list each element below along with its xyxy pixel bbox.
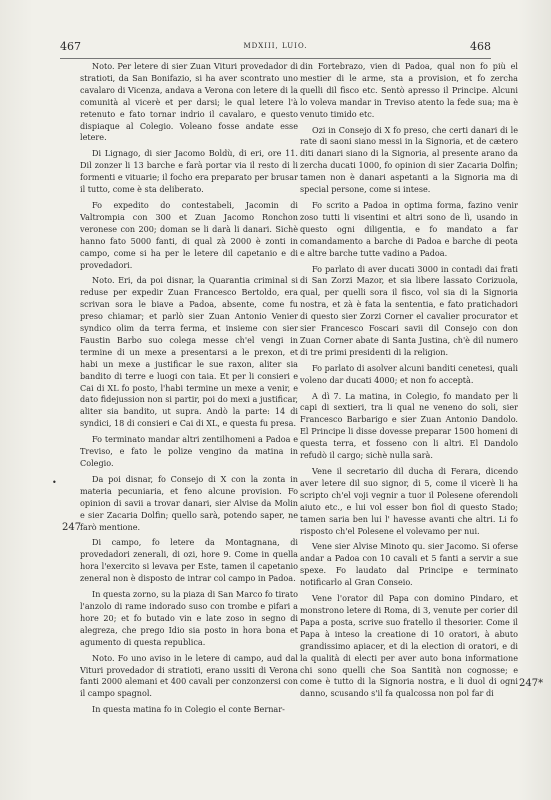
paragraph: Da poi disnar, fo Consejo di X con la zonta in materia pecuniaria, et feno alcune provision. Fo opinion di savii a trovar danari, sier Alvise da Molin e sier Zacaria Dolfin; quello sarà, potendo saper, ne farò mentione. <box>80 473 298 532</box>
paragraph: Fo expedito do contestabeli, Jacomin di Valtrompia con 300 et Zuan Jacomo Ronchon veronese con 200; doman se li darà li danari. Sichè hanno fato 5000 fanti, di qual zà 2000 è zonti in campo, come si ha per le letere dil capetanio e di provedadori. <box>80 199 298 270</box>
paragraph: Noto. Fo uno aviso in le letere di campo, aud dal Vituri provedador di stratioti, erano ussiti di Verona fanti 2000 alemani et 400 cavali per conzonzersi con il campo spagnol. <box>80 652 298 699</box>
paragraph: Fo scrito a Padoa in optima forma, fazino venir zoso tutti li visentini et altri sono de lì, usando in questo ogni diligentia, e fo mandato a far comandamento a barche di Padoa e barche di peota e altre barche tutte vadino a Padoa. <box>300 199 518 258</box>
paragraph: In questa matina fo in Colegio el conte Bernar- <box>92 704 285 715</box>
paragraph: In questa zorno, su la piaza di San Marco fo tirato l'anzolo di rame indorado suso con trombe e pifari a hore 20; et fo butado vin e late zoso in segno di alegreza, che prego Idio sia posto in hora bona et agumento di questa republica. <box>80 589 298 647</box>
paragraph: Noto. Eri, da poi disnar, la Quarantia criminal si reduse per expedir Zuan Francesco Bertoldo, era scrivan sora le biave a Padoa, absente, come fu preso chiamar; et parlò sier Zuan Antonio Venier syndico olim da terra ferma, et insieme con sier Faustin Barbo suo colega messe ch'el vengi in termine di un mexe a presentarsi a le prexon, et habi un mexe a justificar le sue raxon, aliter sia bandito di terre e luogi con taia. Et per li consieri e Cai di XL fo posto, l'habi termine un mexe a venir, e dato fidejussion non si partir, poi do mexi a justificar, aliter sia bandito, ut supra. Andò la parte: 14 di syndici, 18 di consieri e Cai di XL, e questa fu presa. <box>80 275 298 429</box>
paragraph: Vene sier Alvise Minoto qu. sier Jacomo. Si oferse andar a Padoa con 10 cavali et 5 fanti a servir a sue spexe. Fo laudato dal Principe e terminato notificarlo al Gran Conseio. <box>300 541 518 588</box>
margin-mark: • <box>52 478 57 487</box>
page-header <box>60 38 491 54</box>
right-text-column <box>300 61 518 791</box>
paragraph: Vene l'orator dil Papa con domino Pindaro, et monstrono letere di Roma, di 3, venute per corier dil Papa a posta, scrive suo fratello il thesorier. Come il Papa à inteso la creatione di 10 oratori, à abuto grandissimo apiacer, et di la election di oratori, e di la qualità di electi per aver auto bona informatione chi sono quelli che Soa Santità non cognosse; e come è tutto di la Signoria nostra, e li duol di ogni danno, scusando s'il fa qualcossa non pol far di <box>300 593 518 699</box>
paragraph: din Fortebrazo, vien di Padoa, qual non fo più el mestier di le arme, sta a provision, et fo zercha quelli dil fisco etc. Sentò apresso il Principe. Alcuni lo voleva mandar in Treviso atento la fede sua; ma è venuto timido etc. <box>300 61 518 119</box>
left-margin-number: 247 <box>62 522 82 533</box>
paragraph: Fo terminato mandar altri zentilhomeni a Padoa e Treviso, e fato le polize vengino da matina in Colegio. <box>80 434 298 468</box>
right-margin-number: 247* <box>519 678 544 689</box>
paragraph: Di campo, fo letere da Montagnana, di provedadori zenerali, di ozi, hore 9. Come in quella hora l'exercito si levava per Este, tamen il capetanio zeneral non è disposto de intrar col campo in Padoa. <box>80 537 298 584</box>
paragraph: Vene il secretario dil ducha di Ferara, dicendo aver letere dil suo signor, di 5, come il vicerè li ha scripto ch'el voji vegnir a tuor il Polesene oferendoli aiuto etc., e lui vol esser bon fiol di questo Stado; tamen saria ben lui l' havesse avanti che altri. Li fo risposto ch'el Polesene el volevamo per nui. <box>300 466 518 536</box>
paragraph: Noto. Per letere di sier Zuan Vituri provedador di stratioti, da San Bonifazio, si ha aver scontrato uno cavalaro di Vicenza, andava a Verona con letere di la comunità al vicerè et per darsi; le qual letere l'à retenuto e fato tornar indrio il cavalaro, e questo dispiaque al Colegio. Voleano fosse andate esse letere. <box>80 61 298 143</box>
left-page-number: 467 <box>60 39 81 53</box>
paragraph: Fo parlato di aver ducati 3000 in contadi dai frati di San Zorzi Mazor, et sia libere lassato Corizuola, qual, per quelli sora il fisco, vol sia di la Signoria nostra, et zà è fata la sententia, e fato pratichadori di questo sier Zorzi Corner el cavalier procurator et sier Francesco Foscari savii dil Consejo con don Zuan Corner abate di Santa Justina, ch'è dil numero di tre primi presidenti di la religion. <box>300 263 518 357</box>
paragraph: Ozi in Consejo di X fo preso, che certi danari di le rate di saoni siano messi in la Signoria, et de cætero diti danari siano di la Signoria, al presente arano da zercha ducati 1000, fo opinion di sier Zacaria Dolfin; tamen non è danari aspetanti a la Signoria ma di special persone, come si intese. <box>300 124 518 195</box>
paragraph: Di Lignago, di sier Jacomo Boldù, di eri, ore 11. Dil zonzer li 13 barche e farà portar via il resto di li formenti e vituarie; il focho era preparato per brusar il tutto, come è sta deliberato. <box>80 148 298 195</box>
header-rule <box>60 58 491 59</box>
paragraph: Fo parlato di asolver alcuni banditi cenetesi, quali voleno dar ducati 4000; et non fo acceptà. <box>300 362 518 385</box>
running-title: MDXIII, LUIO. <box>243 42 308 50</box>
left-text-column <box>80 61 298 791</box>
right-page-number: 468 <box>470 39 491 53</box>
paragraph: A dì 7. La matina, in Colegio, fo mandato per li capi di sextieri, tra li qual ne veneno do soli, sier Francesco Barbarigo e sier Zuan Antonio Dandolo. El Principe li disse dovesse preparar 1500 homeni di questa terra, et fosseno con li altri. El Dandolo refudò il cargo; sichè nulla sarà. <box>300 390 518 461</box>
